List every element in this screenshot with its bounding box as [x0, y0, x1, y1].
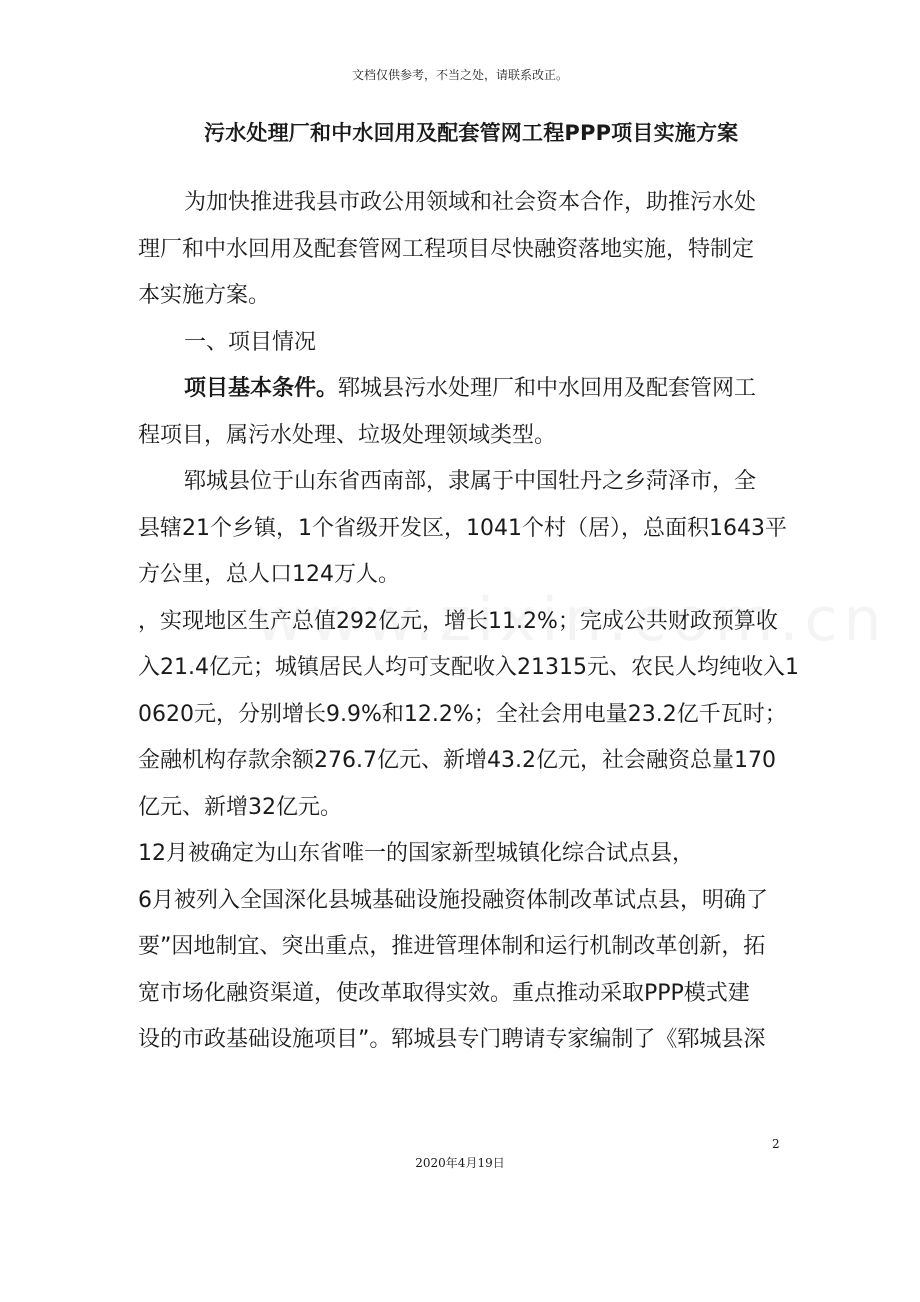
paragraph-line: 金融机构存款余额276.7亿元、新增43.2亿元，社会融资总量170: [138, 748, 776, 773]
bold-lead-text: 项目基本条件。: [184, 376, 339, 401]
paragraph-line: 本实施方案。: [138, 283, 271, 308]
paragraph-line: 方公里，总人口124万人。: [138, 562, 400, 587]
section-heading: 一、项目情况: [184, 329, 317, 355]
document-body: [138, 180, 799, 1064]
header-note: 文档仅供参考，不当之处，请联系改正。: [351, 68, 568, 82]
paragraph-line: 12月被确定为山东省唯一的国家新型城镇化综合试点县，: [138, 841, 694, 866]
paragraph-line: 郓城县位于山东省西南部，隶属于中国牡丹之乡菏泽市，全: [184, 469, 757, 494]
paragraph-line: ，实现地区生产总值292亿元，增长11.2%；完成公共财政预算收: [138, 608, 778, 634]
paragraph-text: 郓城县污水处理厂和中水回用及配套管网工: [338, 376, 757, 401]
paragraph-line: 县辖21个乡镇，1个省级开发区，1041个村（居），总面积1643平: [138, 515, 787, 541]
paragraph-line: 设的市政基础设施项目”。郓城县专门聘请专家编制了《郓城县深: [138, 1027, 766, 1052]
paragraph-line: 程项目，属污水处理、垃圾处理领域类型。: [138, 422, 557, 448]
paragraph-line: 为加快推进我县市政公用领域和社会资本合作，助推污水处: [184, 190, 757, 215]
paragraph-line: 亿元、新增32亿元。: [138, 794, 342, 820]
paragraph-line: 要”因地制宜、突出重点，推进管理体制和运行机制改革创新，拓: [138, 934, 766, 959]
footer-date: 2020年4月19日: [415, 1156, 505, 1170]
document-title: 污水处理厂和中水回用及配套管网工程PPP项目实施方案: [204, 121, 739, 145]
paragraph-line: [138, 366, 778, 413]
paragraph-line: 理厂和中水回用及配套管网工程项目尽快融资落地实施，特制定: [138, 236, 755, 262]
paragraph-line: 6月被列入全国深化县城基础设施投融资体制改革试点县，明确了: [138, 887, 768, 913]
paragraph-line: 宽市场化融资渠道，使改革取得实效。重点推动采取PPP模式建: [138, 980, 750, 1006]
page-number: 2: [772, 1137, 780, 1151]
paragraph-line: 入21.4亿元；城镇居民人均可支配收入21315元、农民人均纯收入1: [138, 655, 799, 680]
paragraph-line: 0620元，分别增长9.9%和12.2%；全社会用电量23.2亿千瓦时；: [138, 701, 787, 727]
